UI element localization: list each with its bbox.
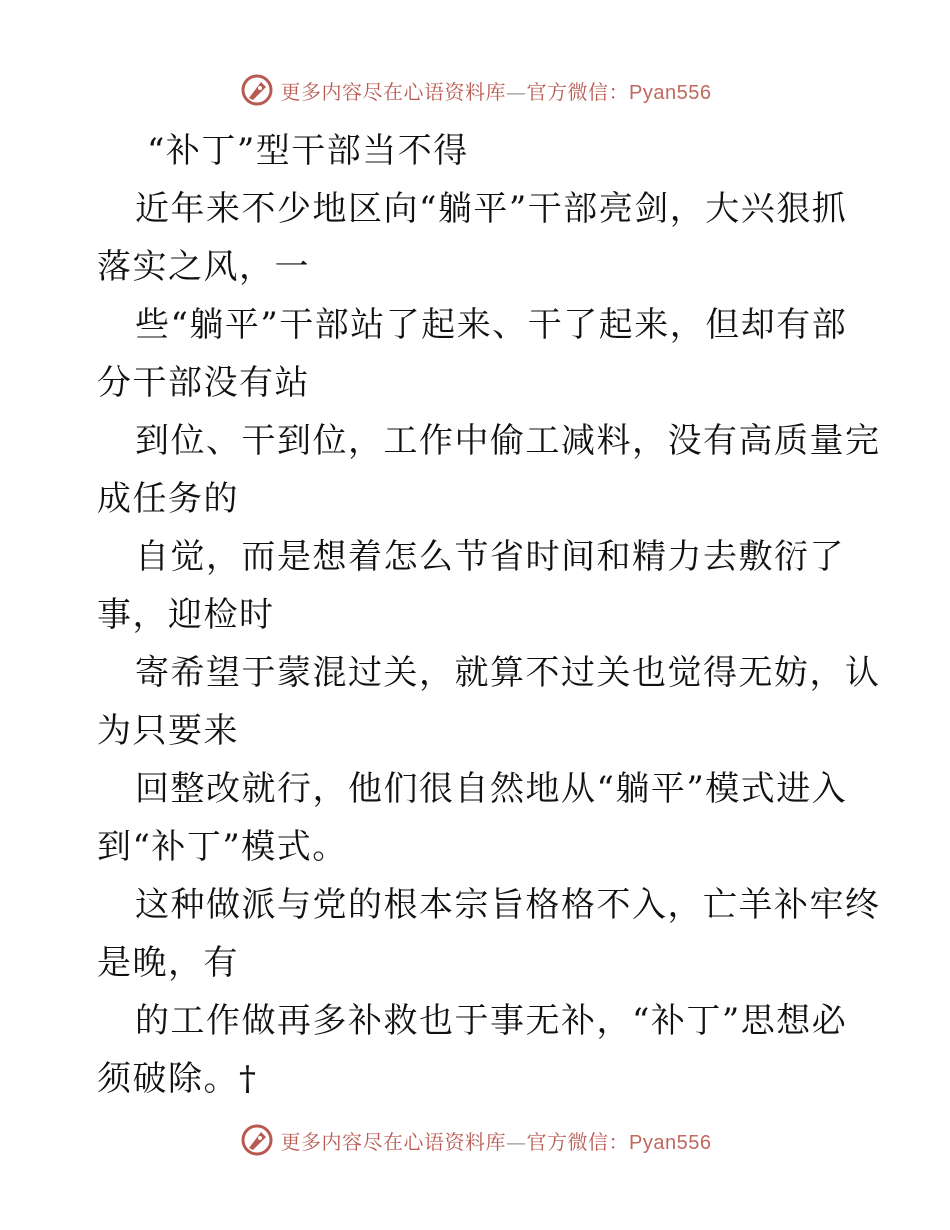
document-body [97, 122, 881, 1108]
text-line: 是晚，有 [97, 943, 239, 983]
text-line: 须破除。† [97, 1059, 258, 1099]
watermark-text: 更多内容尽在心语资料库—官方微信：Pyan556 [280, 1129, 712, 1154]
pen-nib-logo-icon [239, 72, 275, 108]
text-line: 回整改就行，他们很自然地从“躺平”模式进入 [135, 769, 848, 809]
text-line: 寄希望于蒙混过关，就算不过关也觉得无妨，认 [135, 653, 881, 693]
text-line: 分干部没有站 [97, 363, 310, 403]
text-line: 这种做派与党的根本宗旨格格不入，亡羊补牢终 [135, 885, 881, 925]
text-line: 到“补丁”模式。 [97, 827, 348, 867]
text-line: 成任务的 [97, 479, 239, 519]
text-line: 的工作做再多补救也于事无补，“补丁”思想必 [135, 1001, 848, 1041]
text-line: 自觉，而是想着怎么节省时间和精力去敷衍了 [135, 537, 845, 577]
document-title: “补丁”型干部当不得 [147, 131, 469, 171]
text-line: 近年来不少地区向“躺平”干部亮剑，大兴狠抓 [135, 189, 848, 229]
text-line: 为只要来 [97, 711, 239, 751]
pen-nib-logo-icon [239, 1122, 275, 1158]
footer-watermark-banner [0, 1120, 950, 1160]
text-line: 到位、干到位，工作中偷工减料，没有高质量完 [135, 421, 881, 461]
header-watermark-banner [0, 70, 950, 110]
text-line: 事，迎检时 [97, 595, 275, 635]
text-line: 些“躺平”干部站了起来、干了起来，但却有部 [135, 305, 848, 345]
text-line: 落实之风，一 [97, 247, 310, 287]
watermark-text: 更多内容尽在心语资料库—官方微信：Pyan556 [280, 79, 712, 104]
